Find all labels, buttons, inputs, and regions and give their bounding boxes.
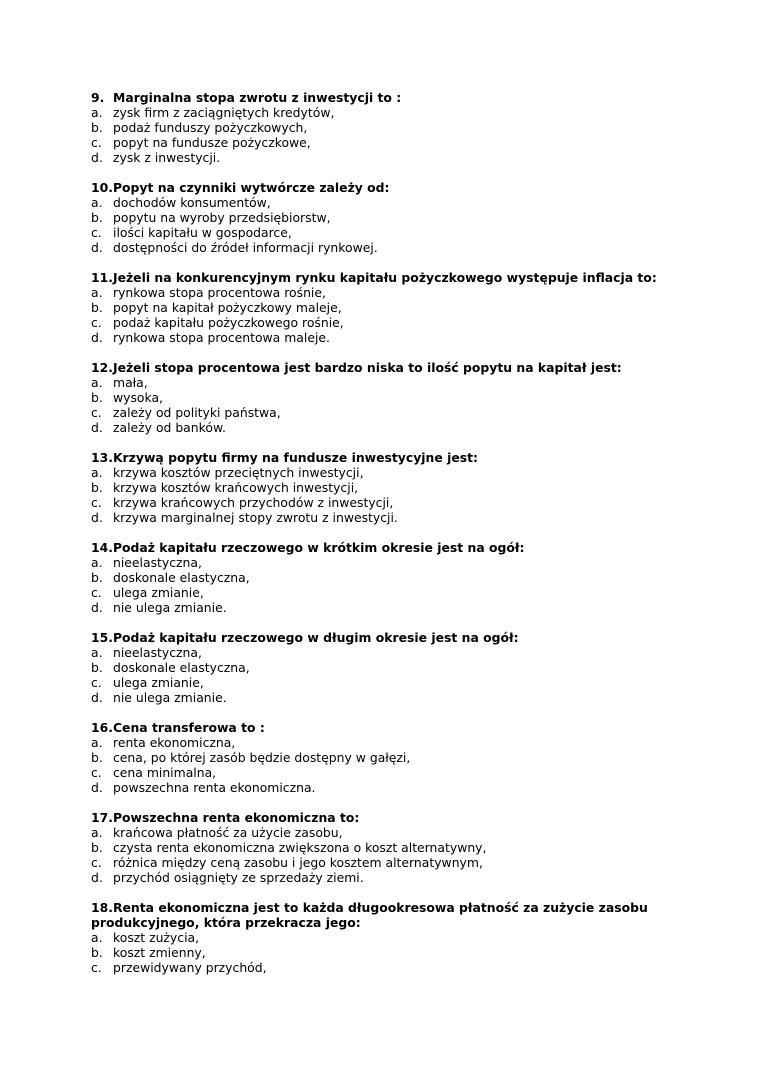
answer-letter: b. (91, 210, 103, 225)
answer-letter: b. (91, 840, 103, 855)
answer-text: przewidywany przychód, (113, 960, 267, 975)
answer-option (91, 210, 720, 225)
answer-letter: b. (91, 750, 103, 765)
answer-option (91, 120, 720, 135)
answer-text: dochodów konsumentów, (113, 195, 271, 210)
question-14 (91, 540, 720, 615)
answer-option (91, 945, 720, 960)
answer-option (91, 585, 720, 600)
question-title (91, 450, 720, 465)
answer-letter: a. (91, 375, 103, 390)
question-title (91, 540, 720, 555)
answer-option (91, 750, 720, 765)
answer-text: krzywa krańcowych przychodów z inwestycji, (113, 495, 394, 510)
question-title (91, 900, 720, 930)
answer-list (91, 285, 720, 345)
answer-letter: b. (91, 945, 103, 960)
answer-text: zysk firm z zaciągniętych kredytów, (113, 105, 335, 120)
answer-option (91, 405, 720, 420)
answer-option (91, 765, 720, 780)
question-title (91, 720, 720, 735)
answer-option (91, 645, 720, 660)
answer-letter: c. (91, 405, 102, 420)
answer-option (91, 300, 720, 315)
question-number: 14. (91, 540, 113, 555)
answer-option (91, 780, 720, 795)
answer-option (91, 240, 720, 255)
answer-list (91, 195, 720, 255)
answer-option (91, 735, 720, 750)
answer-option (91, 840, 720, 855)
answer-option (91, 225, 720, 240)
answer-letter: d. (91, 420, 103, 435)
question-12 (91, 360, 720, 435)
answer-text: krańcowa płatność za użycie zasobu, (113, 825, 343, 840)
answer-letter: b. (91, 120, 103, 135)
answer-option (91, 930, 720, 945)
answer-text: rynkowa stopa procentowa maleje. (113, 330, 330, 345)
answer-letter: c. (91, 225, 102, 240)
question-text: Renta ekonomiczna jest to każda długookresowa płatność za zużycie zasobu produkcyjnego, która przekracza jego: (91, 900, 648, 930)
answer-letter: d. (91, 780, 103, 795)
question-number: 10. (91, 180, 113, 195)
answer-list (91, 825, 720, 885)
question-title (91, 180, 720, 195)
question-17 (91, 810, 720, 885)
answer-option (91, 870, 720, 885)
answer-text: mała, (113, 375, 148, 390)
question-text: Podaż kapitału rzeczowego w długim okresie jest na ogół: (112, 630, 519, 645)
answer-text: krzywa marginalnej stopy zwrotu z inwestycji. (113, 510, 398, 525)
question-text: Marginalna stopa zwrotu z inwestycji to : (113, 90, 402, 105)
answer-option (91, 555, 720, 570)
answer-letter: d. (91, 510, 103, 525)
answer-letter: d. (91, 870, 103, 885)
question-number: 15. (91, 630, 113, 645)
answer-option (91, 105, 720, 120)
answer-text: renta ekonomiczna, (113, 735, 236, 750)
answer-letter: c. (91, 135, 102, 150)
answer-list (91, 375, 720, 435)
answer-text: doskonale elastyczna, (113, 660, 250, 675)
answer-letter: c. (91, 495, 102, 510)
question-number: 16. (91, 720, 113, 735)
answer-letter: d. (91, 690, 103, 705)
answer-letter: d. (91, 150, 103, 165)
answer-letter: a. (91, 105, 103, 120)
question-number: 11. (91, 270, 113, 285)
answer-text: podaż funduszy pożyczkowych, (113, 120, 308, 135)
answer-option (91, 570, 720, 585)
answer-text: nieelastyczna, (113, 645, 202, 660)
answer-list (91, 465, 720, 525)
answer-text: krzywa kosztów krańcowych inwestycji, (113, 480, 359, 495)
answer-text: przychód osiągnięty ze sprzedaży ziemi. (113, 870, 364, 885)
answer-option (91, 675, 720, 690)
answer-text: koszt zmienny, (113, 945, 206, 960)
answer-letter: a. (91, 825, 103, 840)
answer-text: zależy od polityki państwa, (113, 405, 281, 420)
answer-text: popyt na fundusze pożyczkowe, (113, 135, 311, 150)
question-text: Jeżeli stopa procentowa jest bardzo niska to ilość popytu na kapitał jest: (112, 360, 622, 375)
answer-option (91, 495, 720, 510)
answer-letter: c. (91, 765, 102, 780)
question-text: Popyt na czynniki wytwórcze zależy od: (112, 180, 390, 195)
question-text: Jeżeli na konkurencyjnym rynku kapitału pożyczkowego występuje inflacja to: (112, 270, 657, 285)
answer-letter: a. (91, 930, 103, 945)
answer-letter: c. (91, 585, 102, 600)
answer-letter: b. (91, 660, 103, 675)
question-text: Podaż kapitału rzeczowego w krótkim okresie jest na ogół: (112, 540, 525, 555)
answer-option (91, 330, 720, 345)
question-number: 12. (91, 360, 113, 375)
answer-list (91, 645, 720, 705)
answer-text: cena minimalna, (113, 765, 217, 780)
answer-text: ulega zmianie, (113, 675, 204, 690)
answer-option (91, 855, 720, 870)
question-10 (91, 180, 720, 255)
answer-letter: a. (91, 735, 103, 750)
answer-letter: b. (91, 480, 103, 495)
answer-option (91, 480, 720, 495)
answer-text: zysk z inwestycji. (113, 150, 221, 165)
question-9 (91, 90, 720, 165)
question-18 (91, 900, 720, 975)
answer-letter: b. (91, 390, 103, 405)
answer-letter: b. (91, 300, 103, 315)
answer-text: cena, po której zasób będzie dostępny w gałęzi, (113, 750, 411, 765)
answer-text: ilości kapitału w gospodarce, (113, 225, 292, 240)
question-number: 9. (91, 90, 105, 105)
answer-option (91, 960, 720, 975)
answer-text: popyt na kapitał pożyczkowy maleje, (113, 300, 342, 315)
answer-letter: a. (91, 465, 103, 480)
answer-text: wysoka, (113, 390, 163, 405)
question-text: Cena transferowa to : (112, 720, 265, 735)
answer-text: powszechna renta ekonomiczna. (113, 780, 316, 795)
question-number: 18. (91, 900, 113, 915)
answer-text: dostępności do źródeł informacji rynkowej. (113, 240, 378, 255)
question-number: 17. (91, 810, 113, 825)
question-text: Powszechna renta ekonomiczna to: (112, 810, 360, 825)
answer-text: krzywa kosztów przeciętnych inwestycji, (113, 465, 364, 480)
answer-letter: d. (91, 330, 103, 345)
answer-option (91, 315, 720, 330)
answer-option (91, 420, 720, 435)
answer-letter: c. (91, 315, 102, 330)
question-title (91, 360, 720, 375)
answer-letter: d. (91, 600, 103, 615)
answer-text: rynkowa stopa procentowa rośnie, (113, 285, 326, 300)
answer-text: nie ulega zmianie. (113, 690, 227, 705)
answer-letter: b. (91, 570, 103, 585)
answer-text: doskonale elastyczna, (113, 570, 250, 585)
answer-text: podaż kapitału pożyczkowego rośnie, (113, 315, 344, 330)
answer-option (91, 825, 720, 840)
question-13 (91, 450, 720, 525)
answer-letter: a. (91, 555, 103, 570)
answer-letter: a. (91, 645, 103, 660)
answer-text: nie ulega zmianie. (113, 600, 227, 615)
question-16 (91, 720, 720, 795)
answer-option (91, 285, 720, 300)
answer-text: czysta renta ekonomiczna zwiększona o koszt alternatywny, (113, 840, 487, 855)
answer-letter: c. (91, 960, 102, 975)
answer-letter: a. (91, 195, 103, 210)
answer-option (91, 660, 720, 675)
answer-text: koszt zużycia, (113, 930, 200, 945)
answer-letter: a. (91, 285, 103, 300)
question-title (91, 90, 720, 105)
answer-list (91, 735, 720, 795)
answer-text: zależy od banków. (113, 420, 226, 435)
answer-option (91, 600, 720, 615)
answer-letter: d. (91, 240, 103, 255)
answer-text: ulega zmianie, (113, 585, 204, 600)
question-15 (91, 630, 720, 705)
question-11 (91, 270, 720, 345)
answer-text: popytu na wyroby przedsiębiorstw, (113, 210, 331, 225)
question-title (91, 270, 720, 285)
answer-option (91, 375, 720, 390)
answer-text: nieelastyczna, (113, 555, 202, 570)
answer-option (91, 690, 720, 705)
answer-text: różnica między ceną zasobu i jego kosztem alternatywnym, (113, 855, 483, 870)
question-text: Krzywą popytu firmy na fundusze inwestycyjne jest: (112, 450, 478, 465)
answer-letter: c. (91, 855, 102, 870)
question-title (91, 810, 720, 825)
question-title (91, 630, 720, 645)
answer-option (91, 150, 720, 165)
answer-option (91, 135, 720, 150)
answer-option (91, 465, 720, 480)
answer-option (91, 510, 720, 525)
answer-option (91, 390, 720, 405)
question-number: 13. (91, 450, 113, 465)
answer-letter: c. (91, 675, 102, 690)
answer-list (91, 105, 720, 165)
answer-list (91, 930, 720, 975)
answer-option (91, 195, 720, 210)
answer-list (91, 555, 720, 615)
